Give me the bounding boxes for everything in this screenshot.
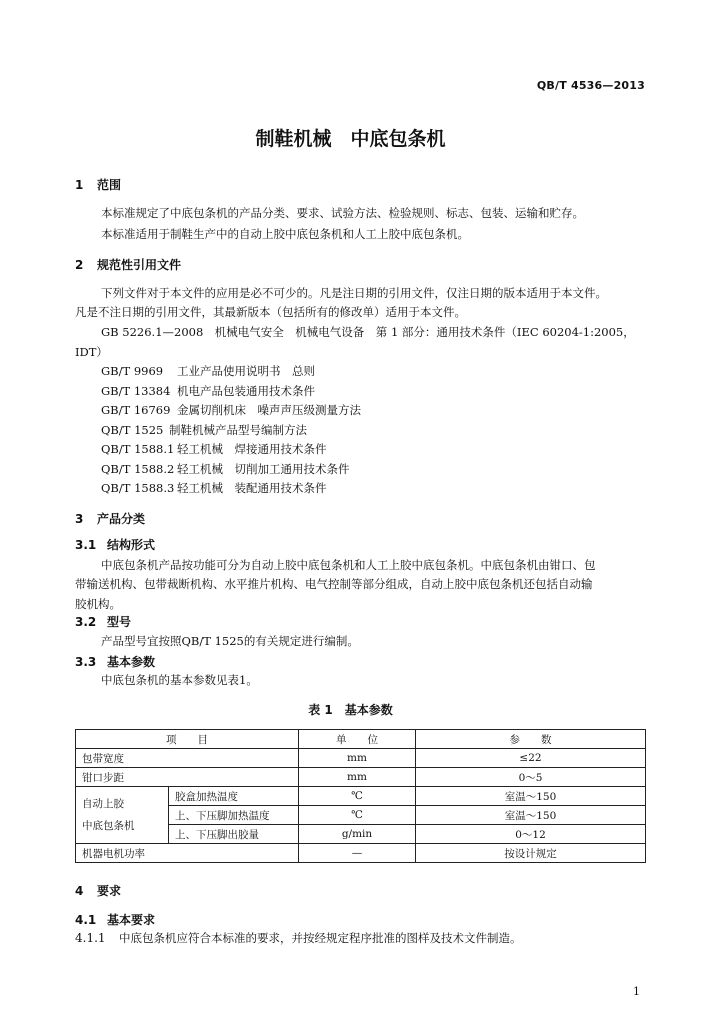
page-number: 1 xyxy=(633,985,640,998)
section-4-number: 4 xyxy=(75,884,84,898)
section-2-paragraph-line-2: 凡是不注日期的引用文件，其最新版本（包括所有的修改单）适用于本文件。 xyxy=(75,305,466,319)
row-item: 上、下压脚加热温度 xyxy=(169,806,299,825)
table-row xyxy=(76,768,646,787)
reference-gb5226-line-1: GB 5226.1—2008 机械电气安全 机械电气设备 第 1 部分：通用技术条件（IEC 60204-1:2005， xyxy=(101,325,635,339)
subsection-4-1-heading xyxy=(75,911,155,928)
section-1-paragraph-2: 本标准适用于制鞋生产中的自动上胶中底包条机和人工上胶中底包条机。 xyxy=(101,227,469,241)
section-3-title: 产品分类 xyxy=(97,512,146,526)
section-4-heading xyxy=(75,882,121,899)
clause-4-1-1 xyxy=(75,930,522,946)
header-param: 参 数 xyxy=(416,730,646,749)
subsection-3-1-title: 结构形式 xyxy=(107,538,156,552)
subsection-3-3-number: 3.3 xyxy=(75,655,97,669)
row-unit: mm xyxy=(299,749,416,768)
reference-code: GB/T 13384 xyxy=(101,384,171,398)
document-title: 制鞋机械 中底包条机 xyxy=(255,128,446,150)
table-row xyxy=(76,749,646,768)
row-unit: mm xyxy=(299,768,416,787)
clause-4-1-1-number: 4.1.1 xyxy=(75,931,106,945)
section-4-title: 要求 xyxy=(97,884,122,898)
reference-code: QB/T 1525 xyxy=(101,423,164,437)
subsection-3-1-line-3: 胶机构。 xyxy=(75,597,121,611)
section-1-heading xyxy=(75,176,121,193)
section-1-paragraph-1: 本标准规定了中底包条机的产品分类、要求、试验方法、检验规则、标志、包装、运输和贮存。 xyxy=(101,206,584,220)
row-item: 钳口步距 xyxy=(76,768,299,787)
section-2-title: 规范性引用文件 xyxy=(97,258,182,272)
row-value: 0～5 xyxy=(416,768,646,787)
subsection-3-2-title: 型号 xyxy=(107,615,132,629)
clause-4-1-1-text: 中底包条机应符合本标准的要求，并按经规定程序批准的图样及技术文件制造。 xyxy=(119,931,522,945)
reference-gb5226-line-2: IDT） xyxy=(75,345,108,359)
header-item: 项 目 xyxy=(76,730,299,749)
row-group-label xyxy=(76,787,169,844)
subsection-3-2-paragraph: 产品型号宜按照QB/T 1525的有关规定进行编制。 xyxy=(101,634,359,648)
row-value: ≤22 xyxy=(416,749,646,768)
section-1-number: 1 xyxy=(75,178,84,192)
table-row xyxy=(76,787,646,806)
row-unit: ℃ xyxy=(299,806,416,825)
reference-item xyxy=(101,480,327,496)
row-unit: ℃ xyxy=(299,787,416,806)
reference-title: 轻工机械 切削加工通用技术条件 xyxy=(177,462,350,476)
reference-code: QB/T 1588.2 xyxy=(101,462,175,476)
reference-title: 工业产品使用说明书 总则 xyxy=(177,364,315,378)
table-header-row xyxy=(76,730,646,749)
group-label-line-2: 中底包条机 xyxy=(82,820,135,832)
table-caption: 表 1 基本参数 xyxy=(308,703,393,717)
row-unit: g/min xyxy=(299,825,416,844)
subsection-3-1-line-1: 中底包条机产品按功能可分为自动上胶中底包条机和人工上胶中底包条机。中底包条机由钳口、包 xyxy=(101,558,596,572)
row-item: 胶盒加热温度 xyxy=(169,787,299,806)
reference-title: 轻工机械 焊接通用技术条件 xyxy=(177,442,327,456)
reference-item xyxy=(101,422,307,438)
reference-item xyxy=(101,383,315,399)
subsection-3-1-number: 3.1 xyxy=(75,538,97,552)
row-item: 机器电机功率 xyxy=(76,844,299,863)
section-3-heading xyxy=(75,510,145,527)
reference-item xyxy=(101,441,327,457)
reference-title: 制鞋机械产品型号编制方法 xyxy=(169,423,307,437)
subsection-3-2-number: 3.2 xyxy=(75,615,97,629)
section-2-number: 2 xyxy=(75,258,84,272)
section-2-heading xyxy=(75,256,181,273)
section-2-paragraph-line-1: 下列文件对于本文件的应用是必不可少的。凡是注日期的引用文件，仅注日期的版本适用于本文件。 xyxy=(101,286,607,300)
group-label-line-1: 自动上胶 xyxy=(82,798,124,810)
basic-parameters-table xyxy=(75,729,646,863)
subsection-4-1-number: 4.1 xyxy=(75,913,97,927)
header-unit: 单 位 xyxy=(299,730,416,749)
reference-code: GB/T 16769 xyxy=(101,403,171,417)
section-3-number: 3 xyxy=(75,512,84,526)
reference-title: 机电产品包装通用技术条件 xyxy=(177,384,315,398)
row-value: 按设计规定 xyxy=(416,844,646,863)
row-item: 上、下压脚出胶量 xyxy=(169,825,299,844)
row-value: 室温～150 xyxy=(416,787,646,806)
reference-code: QB/T 1588.1 xyxy=(101,442,175,456)
section-1-title: 范围 xyxy=(97,178,122,192)
subsection-3-2-heading xyxy=(75,613,131,630)
reference-code: GB/T 9969 xyxy=(101,364,164,378)
reference-title: 轻工机械 装配通用技术条件 xyxy=(177,481,327,495)
reference-item xyxy=(101,461,350,477)
subsection-4-1-title: 基本要求 xyxy=(107,913,156,927)
reference-item xyxy=(101,363,315,379)
subsection-3-1-heading xyxy=(75,536,155,553)
table-row xyxy=(76,844,646,863)
subsection-3-3-title: 基本参数 xyxy=(107,655,156,669)
row-item: 包带宽度 xyxy=(76,749,299,768)
row-value: 室温～150 xyxy=(416,806,646,825)
subsection-3-1-line-2: 带输送机构、包带裁断机构、水平推片机构、电气控制等部分组成，自动上胶中底包条机还包括自动输 xyxy=(75,577,593,591)
reference-item xyxy=(101,402,361,418)
standard-number: QB/T 4536—2013 xyxy=(536,79,645,92)
subsection-3-3-paragraph: 中底包条机的基本参数见表1。 xyxy=(101,673,258,687)
subsection-3-3-heading xyxy=(75,653,155,670)
reference-title: 金属切削机床 噪声声压级测量方法 xyxy=(177,403,361,417)
reference-code: QB/T 1588.3 xyxy=(101,481,175,495)
row-unit: — xyxy=(299,844,416,863)
row-value: 0～12 xyxy=(416,825,646,844)
